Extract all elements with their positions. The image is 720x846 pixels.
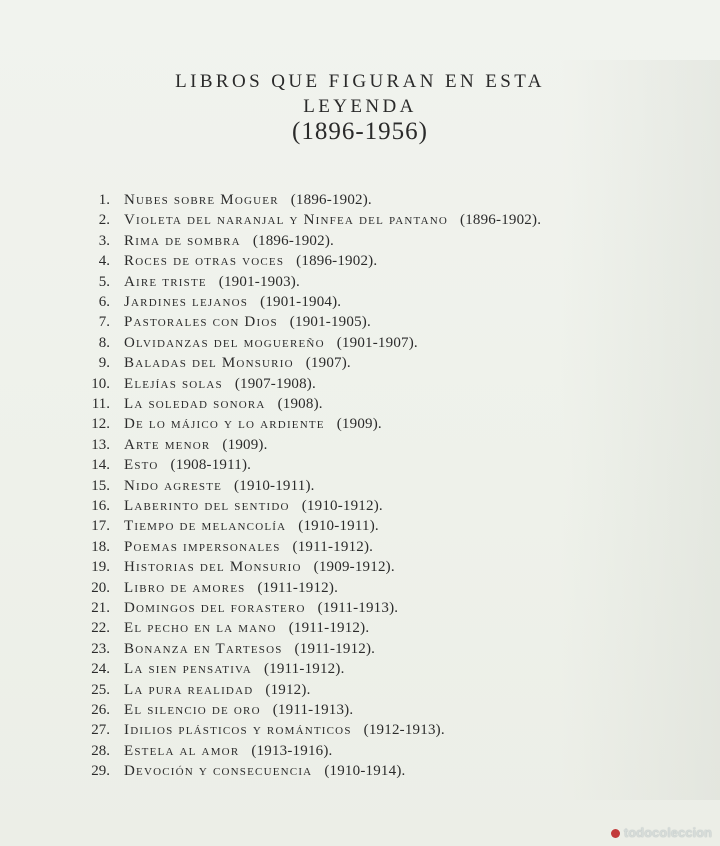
book-years: (1909). <box>222 436 268 453</box>
list-item-title <box>124 498 383 515</box>
list-item-number: 26. <box>91 702 110 718</box>
list-item-title <box>124 314 371 331</box>
list-item <box>0 620 720 640</box>
list-item <box>0 641 720 661</box>
list-item <box>0 600 720 620</box>
book-title: Tiempo de melancolía <box>124 518 287 535</box>
book-title: El silencio de oro <box>124 702 261 718</box>
book-years: (1907). <box>305 355 351 372</box>
list-item-title <box>124 722 445 739</box>
book-title: Idilios plásticos y románticos <box>124 722 352 739</box>
book-title: Nubes sobre Moguer <box>124 192 279 208</box>
book-years: (1911-1912). <box>294 640 376 657</box>
list-item-title <box>124 620 369 637</box>
book-title: De lo májico y lo ardiente <box>124 416 325 433</box>
list-item-number: 7. <box>98 314 110 331</box>
list-item <box>0 233 720 253</box>
list-item <box>0 192 720 212</box>
book-years: (1908-1911). <box>170 457 252 474</box>
list-item-title <box>124 335 418 352</box>
list-item-number: 4. <box>98 253 110 270</box>
list-item-number: 3. <box>98 232 110 249</box>
list-item-title <box>124 355 351 372</box>
watermark-text: todocoleccion <box>623 825 712 840</box>
list-item-title <box>124 539 373 556</box>
book-title: Elejías solas <box>124 375 223 392</box>
list-item-title <box>124 518 379 535</box>
list-item-number: 21. <box>91 600 110 616</box>
book-years: (1911-1912). <box>292 538 374 555</box>
list-item-number: 19. <box>91 559 110 576</box>
book-title: Domingos del forastero <box>124 600 306 616</box>
list-item-number: 25. <box>91 681 110 698</box>
list-item <box>0 253 720 273</box>
page-heading-line-2: LEYENDA <box>303 96 417 117</box>
book-title: Nido agreste <box>124 477 223 494</box>
list-item <box>0 314 720 334</box>
book-years: (1896-1902). <box>296 253 378 270</box>
book-title: Jardines lejanos <box>124 294 249 310</box>
list-item-number: 15. <box>91 477 110 494</box>
watermark-logo-icon <box>611 829 620 838</box>
book-years: (1901-1903). <box>218 273 300 290</box>
list-item-title <box>124 416 382 433</box>
book-years: (1896-1902). <box>460 212 542 229</box>
book-title: Poemas impersonales <box>124 538 281 555</box>
book-years: (1910-1914). <box>324 763 406 780</box>
book-years: (1911-1913). <box>317 600 399 616</box>
list-item-title <box>124 274 300 291</box>
book-years: (1911-1913). <box>272 702 354 718</box>
list-item-title <box>124 641 375 658</box>
list-item-title <box>124 233 334 250</box>
list-item <box>0 661 720 681</box>
book-years: (1909). <box>336 416 382 433</box>
book-title: La sien pensativa <box>124 661 252 678</box>
list-item <box>0 294 720 314</box>
list-item-number: 27. <box>91 722 110 739</box>
list-item-title <box>124 478 315 495</box>
list-item <box>0 682 720 702</box>
list-item <box>0 498 720 518</box>
book-years: (1911-1912). <box>288 620 370 637</box>
list-item-title <box>124 743 333 760</box>
page-heading-years: (1896-1956) <box>292 118 428 145</box>
book-years: (1910-1911). <box>298 518 379 535</box>
book-title: Libro de amores <box>124 579 246 596</box>
book-years: (1911-1912). <box>257 579 339 596</box>
list-item <box>0 763 720 783</box>
book-years: (1910-1912). <box>301 498 383 514</box>
book-title: Pastorales con Dios <box>124 314 278 331</box>
list-item-number: 16. <box>91 498 110 514</box>
list-item-number: 1. <box>98 192 110 208</box>
list-item <box>0 274 720 294</box>
book-years: (1912). <box>265 681 311 698</box>
list-item-title <box>124 580 338 597</box>
book-title: Aire triste <box>124 273 207 290</box>
watermark <box>611 825 712 840</box>
list-item-title <box>124 253 377 270</box>
book-years: (1909-1912). <box>313 559 395 576</box>
list-item-title <box>124 702 353 719</box>
list-item <box>0 212 720 232</box>
list-item-title <box>124 600 398 617</box>
list-item-title <box>124 396 323 413</box>
list-item <box>0 743 720 763</box>
book-title: Arte menor <box>124 436 211 453</box>
page-heading-line-1: LIBROS QUE FIGURAN EN ESTA <box>175 71 545 92</box>
list-item-number: 11. <box>91 396 110 412</box>
book-years: (1901-1904). <box>260 294 342 310</box>
list-item <box>0 335 720 355</box>
list-item-title <box>124 294 341 311</box>
list-item-title <box>124 661 345 678</box>
book-title: Olvidanzas del moguereño <box>124 334 325 351</box>
list-item-title <box>124 212 541 229</box>
list-item <box>0 396 720 416</box>
list-item-number: 18. <box>91 538 110 555</box>
book-years: (1911-1912). <box>263 661 345 678</box>
list-item-number: 28. <box>91 742 110 759</box>
list-item-title <box>124 457 251 474</box>
list-item-number: 2. <box>98 212 110 229</box>
list-item-number: 14. <box>91 457 110 474</box>
book-title: Devoción y consecuencia <box>124 763 313 780</box>
book-title: Bonanza en Tartesos <box>124 640 283 657</box>
list-item <box>0 457 720 477</box>
list-item <box>0 559 720 579</box>
book-title: Historias del Monsurio <box>124 559 302 576</box>
list-item-number: 24. <box>91 661 110 678</box>
book-title: Baladas del Monsurio <box>124 355 294 372</box>
list-item <box>0 722 720 742</box>
book-years: (1896-1902). <box>252 232 334 249</box>
list-item-title <box>124 192 372 209</box>
book-years: (1907-1908). <box>234 375 316 392</box>
list-item <box>0 702 720 722</box>
book-title: Esto <box>124 457 159 474</box>
book-years: (1896-1902). <box>290 192 372 208</box>
list-item-title <box>124 682 311 699</box>
list-item-number: 23. <box>91 640 110 657</box>
book-years: (1910-1911). <box>234 477 315 494</box>
list-item <box>0 376 720 396</box>
list-item <box>0 416 720 436</box>
book-title: Laberinto del sentido <box>124 498 290 514</box>
list-item-title <box>124 376 316 393</box>
list-item-number: 12. <box>91 416 110 433</box>
book-title: Estela al amor <box>124 742 240 759</box>
list-item-title <box>124 763 405 780</box>
list-item-number: 8. <box>98 334 110 351</box>
book-years: (1901-1907). <box>336 334 418 351</box>
list-item-number: 20. <box>91 579 110 596</box>
list-item-number: 6. <box>98 294 110 310</box>
book-title: La pura realidad <box>124 681 254 698</box>
list-item <box>0 539 720 559</box>
book-title: La soledad sonora <box>124 396 266 412</box>
list-item <box>0 478 720 498</box>
book-title: Violeta del naranjal y Ninfea del pantano <box>124 212 449 229</box>
list-item <box>0 355 720 375</box>
list-item-number: 10. <box>91 375 110 392</box>
book-years: (1913-1916). <box>251 742 333 759</box>
book-years: (1901-1905). <box>289 314 371 331</box>
list-item-number: 13. <box>91 436 110 453</box>
list-item-number: 17. <box>91 518 110 535</box>
list-item-number: 5. <box>98 273 110 290</box>
list-item <box>0 437 720 457</box>
list-item <box>0 580 720 600</box>
list-item <box>0 518 720 538</box>
book-years: (1908). <box>277 396 323 412</box>
book-title: El pecho en la mano <box>124 620 277 637</box>
book-title: Roces de otras voces <box>124 253 285 270</box>
book-title: Rima de sombra <box>124 232 241 249</box>
list-item-number: 22. <box>91 620 110 637</box>
list-item-number: 9. <box>98 355 110 372</box>
list-item-title <box>124 559 395 576</box>
book-years: (1912-1913). <box>363 722 445 739</box>
list-item-title <box>124 437 268 454</box>
list-item-number: 29. <box>91 763 110 780</box>
